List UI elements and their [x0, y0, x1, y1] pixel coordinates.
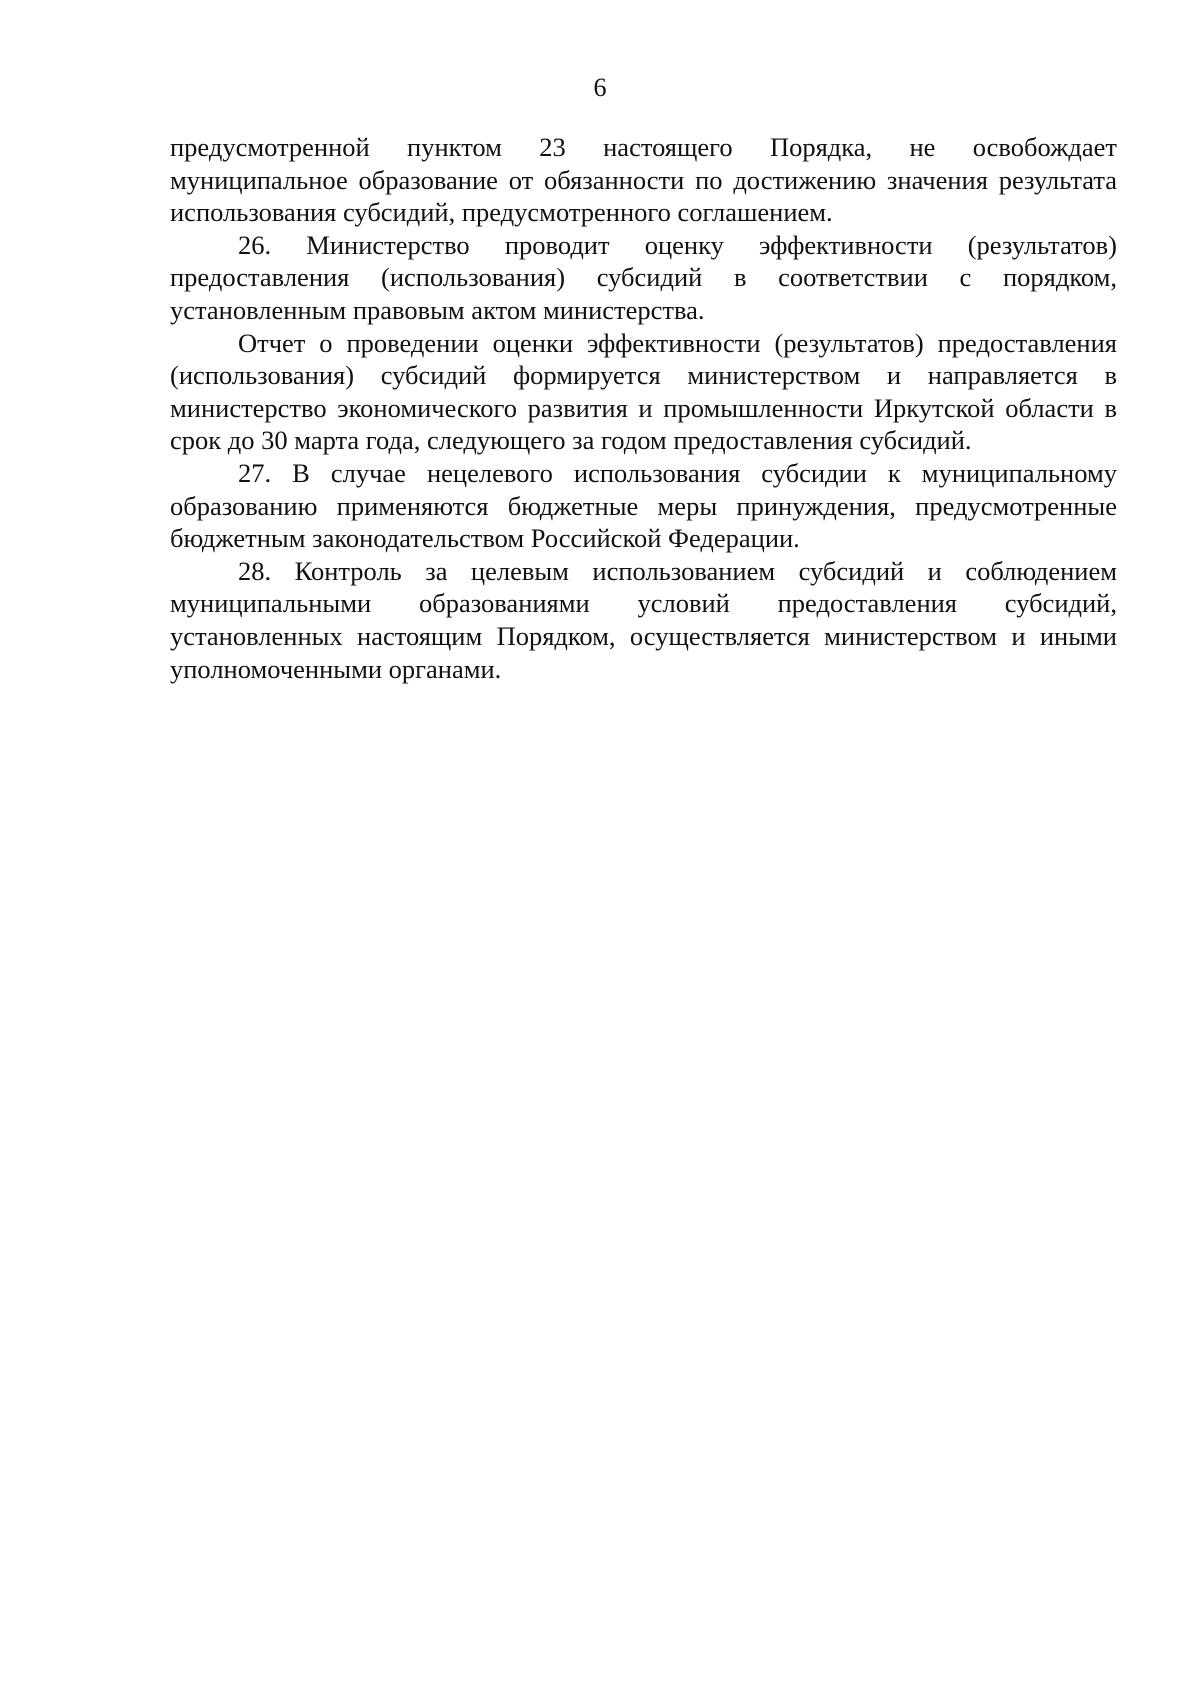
- page-number: 6: [593, 73, 607, 102]
- paragraph-26: 26. Министерство проводит оценку эффективности (результатов) предоставления (использования) субсидий в соответствии с порядком, установленным правовым актом министерства.: [170, 229, 1117, 325]
- document-body: [170, 131, 1117, 685]
- paragraph-27: 27. В случае нецелевого использования субсидии к муниципальному образованию применяются бюджетные меры принуждения, предусмотренные бюджетным законодательством Российской Федерации.: [170, 457, 1117, 554]
- paragraph-28: 28. Контроль за целевым использованием субсидий и соблюдением муниципальными образованиями условий предоставления субсидий, установленных настоящим Порядком, осуществляется министерством и иными уполномоченными органами.: [170, 555, 1117, 684]
- paragraph-report: Отчет о проведении оценки эффективности (результатов) предоставления (использования) субсидий формируется министерством и направляется в министерство экономического развития и промышленности Иркутской области в срок до 30 марта года, следующего за годом предоставления субсидий.: [170, 327, 1117, 456]
- paragraph-continuation: предусмотренной пунктом 23 настоящего Порядка, не освобождает муниципальное образование от обязанности по достижению значения результата использования субсидий, предусмотренного соглашением.: [170, 132, 1117, 228]
